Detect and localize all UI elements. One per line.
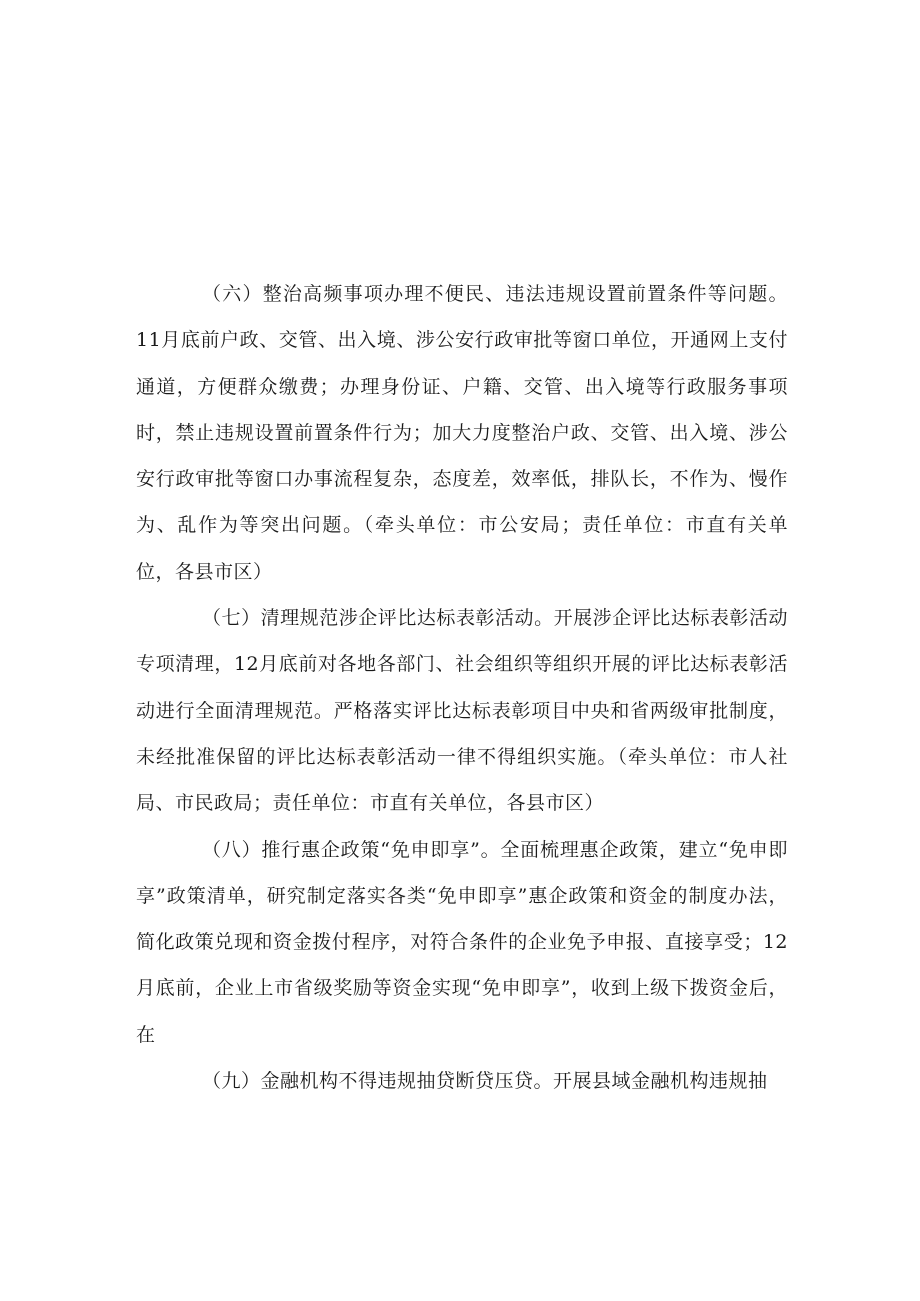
paragraph-nine: （九）金融机构不得违规抽贷断贷压贷。开展县域金融机构违规抽 [202, 1070, 768, 1093]
document-body [136, 271, 788, 1104]
paragraph-seven: （七）清理规范涉企评比达标表彰活动。开展涉企评比达标表彰活动专项清理，12月底前对各地各部门、社会组织等组织开展的评比达标表彰活动进行全面清理规范。严格落实评比达标表彰项目中央和省两级审批制度，未经批准保留的评比达标表彰活动一律不得组织实施。（牵头单位：市人社局、市民政局；责任单位：市直有关单位，各县市区） [136, 607, 788, 815]
paragraph-eight: （八）推行惠企政策“免申即享”。全面梳理惠企政策，建立“免申即享”政策清单，研究制定落实各类“免申即享”惠企政策和资金的制度办法，简化政策兑现和资金拨付程序，对符合条件的企业免予申报、直接享受；12月底前，企业上市省级奖励等资金实现“免申即享”，收到上级下拨资金后，在 [136, 838, 788, 1046]
paragraph-six: （六）整治高频事项办理不便民、违法违规设置前置条件等问题。11月底前户政、交管、出入境、涉公安行政审批等窗口单位，开通网上支付通道，方便群众缴费；办理身份证、户籍、交管、出入境等行政服务事项时，禁止违规设置前置条件行为；加大力度整治户政、交管、出入境、涉公安行政审批等窗口办事流程复杂，态度差，效率低，排队长，不作为、慢作为、乱作为等突出问题。（牵头单位：市公安局；责任单位：市直有关单位，各县市区） [136, 283, 788, 583]
